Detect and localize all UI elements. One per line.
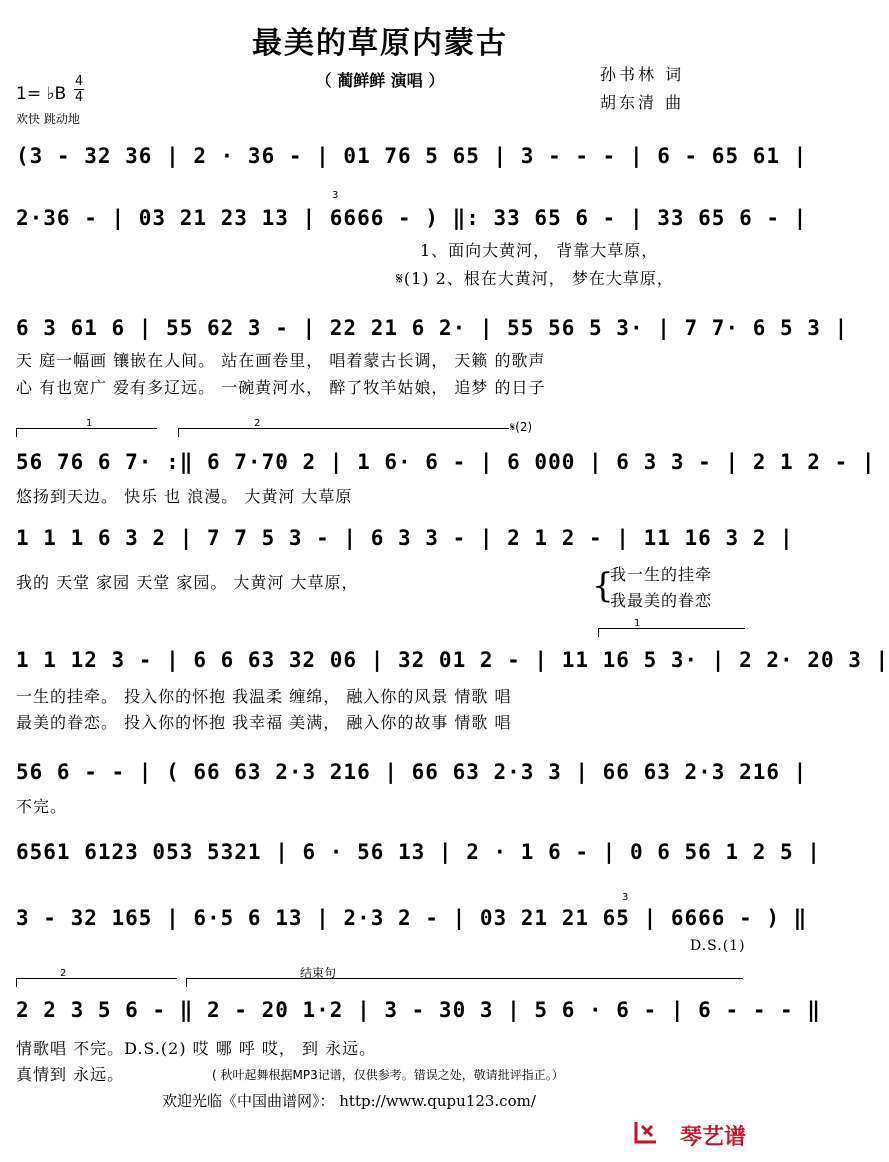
lyric-row-4: 悠扬到天边。 快乐 也 浪漫。 大黄河 大草原 <box>16 487 353 506</box>
lyric-row-3-verse-1: 天 庭一幅画 镶嵌在人间。 站在画卷里， 唱着蒙古长调， 天籁 的歌声 <box>16 351 546 370</box>
notes-row-6: 1 1 12 3 - | 6 6 63 32 06 | 32 01 2 - | 11 16 5 3· | 2 2· 20 3 | <box>16 648 889 672</box>
song-title: 最美的草原内蒙古 <box>252 26 508 61</box>
site-credit: 欢迎光临《中国曲谱网》： http://www.qupu123.com/ <box>162 1092 536 1110</box>
lyricist-credit: 孙书林 词 <box>600 65 685 84</box>
key-signature: 1= ♭B <box>16 84 67 104</box>
lyric-row-7: 不完。 <box>16 797 68 816</box>
time-signature <box>74 74 84 105</box>
ds-1-mark: D.S.(1) <box>690 938 746 954</box>
volta-2 <box>178 428 509 437</box>
lyric-row-6-verse-1: 一生的挂牵。 投入你的怀抱 我温柔 缠绵， 融入你的风景 情歌 唱 <box>16 687 512 706</box>
volta-2-number: 2 <box>254 418 261 429</box>
volta-1-second <box>598 628 745 637</box>
transcription-note: ( 秋叶起舞根据MP3记谱，仅供参考。错误之处，敬请批评指正。） <box>212 1068 564 1082</box>
lyric-row-5-alt-1: 我一生的挂牵 <box>610 565 713 584</box>
notes-row-4: 56 76 6 7· :‖ 6 7·70 2 | 1 6· 6 - | 6 000 | 6 3 3 - | 2 1 2 - | <box>16 450 876 474</box>
segno-2-mark: 𝄋(2) <box>510 420 533 434</box>
notes-row-8: 6561 6123 053 5321 | 6 · 56 13 | 2 · 1 6 - | 0 6 56 1 2 5 | <box>16 840 821 864</box>
time-top: 4 <box>74 74 84 89</box>
lyric-row-2-verse-2: 𝄋(1) 2、根在大黄河， 梦在大草原， <box>396 269 674 288</box>
notes-row-10: 2 2 3 5 6 - ‖ 2 - 20 1·2 | 3 - 30 3 | 5 6 · 6 - | 6 - - - ‖ <box>16 998 821 1022</box>
triplet-mark-2: 3 <box>622 892 629 903</box>
triplet-mark: 3 <box>332 190 339 201</box>
notes-row-7: 56 6 - - | ( 66 63 2·3 216 | 66 63 2·3 3 | 66 63 2·3 216 | <box>16 760 808 784</box>
tempo-marking: 欢快 跳动地 <box>16 112 80 126</box>
lyric-brace: { <box>592 566 614 606</box>
lyric-row-5: 我的 天堂 家园 天堂 家园。 大黄河 大草原， <box>16 573 359 592</box>
volta-2-second <box>16 978 177 987</box>
notes-row-1: (3 - 32 36 | 2 · 36 - | 01 76 5 65 | 3 - - - | 6 - 65 61 | <box>16 144 808 168</box>
notes-row-9: 3 - 32 165 | 6·5 6 13 | 2·3 2 - | 03 21 21 65 | 6666 - ) ‖ <box>16 906 808 930</box>
lyric-row-10-line-1: 情歌唱 不完。D.S.(2) 哎 哪 呼 哎， 到 永远。 <box>16 1039 377 1058</box>
brand-logo-icon <box>632 1118 660 1146</box>
notes-row-2: 2·36 - | 03 21 23 13 | 6666 - ) ‖: 33 65 6 - | 33 65 6 - | <box>16 206 808 230</box>
ending-bracket <box>186 978 743 987</box>
volta-2-second-number: 2 <box>60 968 67 979</box>
volta-1-number: 1 <box>86 418 93 429</box>
lyric-row-2-verse-1: 1、面向大黄河， 背靠大草原， <box>420 241 659 260</box>
notes-row-5: 1 1 1 6 3 2 | 7 7 5 3 - | 6 3 3 - | 2 1 2 - | 11 16 3 2 | <box>16 526 794 550</box>
time-bottom: 4 <box>74 90 84 105</box>
lyric-row-10-line-2: 真情到 永远。 <box>16 1065 125 1084</box>
volta-1-second-number: 1 <box>634 618 641 629</box>
ending-label: 结束句 <box>300 966 337 980</box>
singer-subtitle: （ 蔺鲜鲜 演唱 ） <box>315 71 445 90</box>
lyric-row-5-alt-2: 我最美的眷恋 <box>610 591 713 610</box>
lyric-row-3-verse-2: 心 有也宽广 爱有多辽远。 一碗黄河水， 醉了牧羊姑娘， 追梦 的日子 <box>16 378 546 397</box>
notes-row-3: 6 3 61 6 | 55 62 3 - | 22 21 6 2· | 55 56 5 3· | 7 7· 6 5 3 | <box>16 316 849 340</box>
volta-1 <box>16 428 157 437</box>
composer-credit: 胡东清 曲 <box>600 93 685 112</box>
brand-name: 琴艺谱 <box>679 1125 746 1150</box>
lyric-row-6-verse-2: 最美的眷恋。 投入你的怀抱 我幸福 美满， 融入你的故事 情歌 唱 <box>16 713 512 732</box>
